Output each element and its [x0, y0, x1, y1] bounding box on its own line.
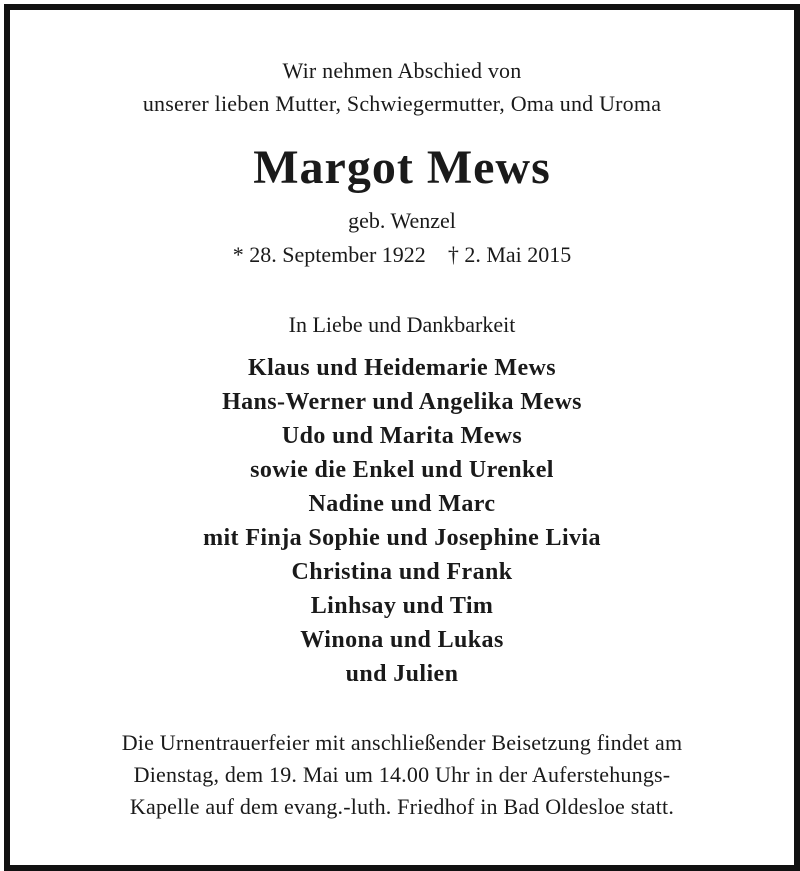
intro-line-1: Wir nehmen Abschied von	[282, 58, 522, 83]
mourner-line: und Julien	[345, 661, 459, 687]
mourner-line: Nadine und Marc	[308, 491, 496, 517]
deceased-name: Margot Mews	[253, 141, 551, 194]
mourner-line: Christina und Frank	[291, 559, 513, 585]
mourner-line: Hans-Werner und Angelika Mews	[222, 389, 582, 415]
birth-name: geb. Wenzel	[348, 208, 456, 233]
ceremony-line-2: Dienstag, dem 19. Mai um 14.00 Uhr in der Auferstehungs-	[133, 762, 671, 787]
mourner-line: sowie die Enkel und Urenkel	[250, 457, 554, 483]
life-dates	[10, 242, 794, 268]
ceremony-line-1: Die Urnentrauerfeier mit anschließender Beisetzung findet am	[121, 730, 683, 755]
intro-line-2: unserer lieben Mutter, Schwiegermutter, Oma und Uroma	[142, 91, 662, 116]
mourner-line: Linhsay und Tim	[310, 593, 494, 619]
birth-date: * 28. September 1922	[232, 242, 426, 267]
mourner-line: mit Finja Sophie und Josephine Livia	[203, 525, 601, 551]
death-date: † 2. Mai 2015	[447, 242, 572, 267]
ceremony-line-3: Kapelle auf dem evang.-luth. Friedhof in Bad Oldesloe statt.	[129, 794, 675, 819]
obituary-notice	[4, 4, 800, 871]
dedication-line: In Liebe und Dankbarkeit	[288, 312, 516, 337]
mourner-line: Klaus und Heidemarie Mews	[248, 355, 556, 381]
mourner-line: Udo und Marita Mews	[281, 423, 523, 449]
mourner-line: Winona und Lukas	[300, 627, 504, 653]
